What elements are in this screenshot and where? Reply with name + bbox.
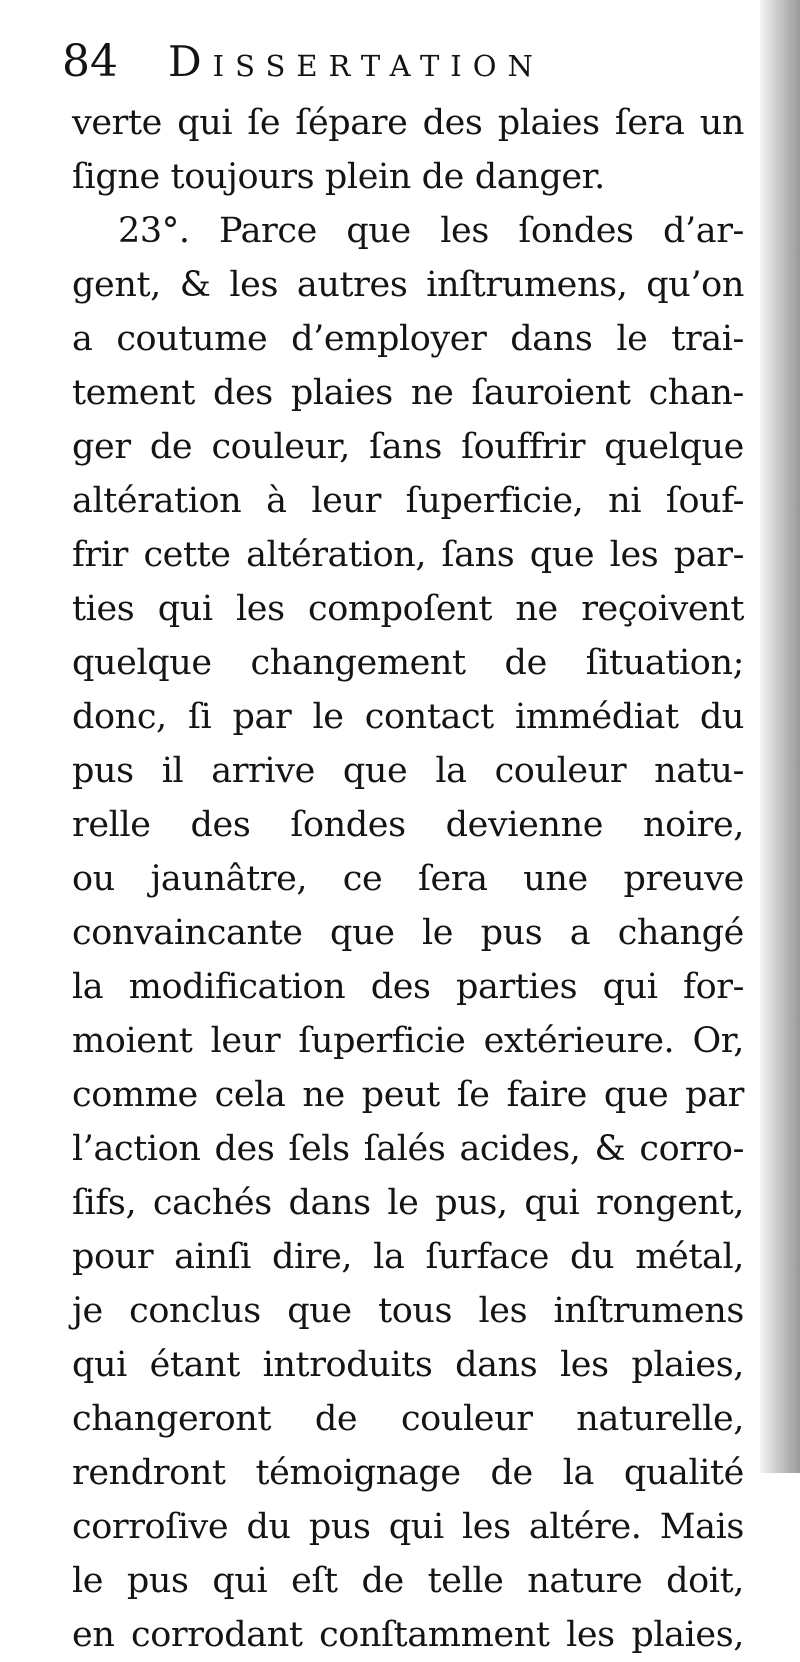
running-head <box>62 34 752 90</box>
text-line: ſifs, cachés dans le pus, qui rongent, <box>72 1183 744 1223</box>
text-line: ties qui les compoſent ne reçoivent <box>72 589 744 629</box>
text-line: changeront de couleur naturelle, <box>72 1399 744 1439</box>
text-line: relle des ſondes devienne noire, <box>72 805 744 845</box>
text-line: le pus qui eſt de telle nature doit, <box>72 1561 744 1601</box>
text-line: je conclus que tous les inſtrumens <box>72 1291 744 1331</box>
text-line: corroſive du pus qui les altére. Mais <box>72 1507 744 1547</box>
text-line: rendront témoignage de la qualité <box>72 1453 744 1493</box>
text-line: en corrodant conſtamment les plaies, <box>72 1615 744 1655</box>
body-text <box>72 96 744 1662</box>
text-line: ſigne toujours plein de danger. <box>72 157 605 197</box>
text-line: verte qui ſe ſépare des plaies ſera un <box>72 103 744 143</box>
text-line: 23°. Parce que les ſondes d’ar- <box>118 211 744 251</box>
text-line: gent, & les autres inſtrumens, qu’on <box>72 265 744 305</box>
text-line: pus il arrive que la couleur natu- <box>72 751 744 791</box>
page-number: 84 <box>62 36 118 87</box>
text-line: la modification des parties qui for- <box>72 967 744 1007</box>
text-line: moient leur ſuperficie extérieure. Or, <box>72 1021 744 1061</box>
text-line: frir cette altération, ſans que les par- <box>72 535 744 575</box>
text-line: qui étant introduits dans les plaies, <box>72 1345 744 1385</box>
text-line: quelque changement de ſituation; <box>72 643 744 683</box>
text-line: ou jaunâtre, ce ſera une preuve <box>72 859 744 899</box>
page-edge-shadow <box>760 0 800 1473</box>
text-line: a coutume d’employer dans le trai- <box>72 319 744 359</box>
text-line: tement des plaies ne ſauroient chan- <box>72 373 744 413</box>
text-line: ger de couleur, ſans ſouffrir quelque <box>72 427 744 467</box>
running-title: Dissertation <box>168 37 544 86</box>
text-line: comme cela ne peut ſe faire que par <box>72 1075 744 1115</box>
text-line: pour ainſi dire, la ſurface du métal, <box>72 1237 744 1277</box>
text-line: donc, ſi par le contact immédiat du <box>72 697 744 737</box>
text-line: altération à leur ſuperficie, ni ſouf- <box>72 481 744 521</box>
text-line: l’action des ſels ſalés acides, & corro- <box>72 1129 744 1169</box>
text-line: convaincante que le pus a changé <box>72 913 744 953</box>
